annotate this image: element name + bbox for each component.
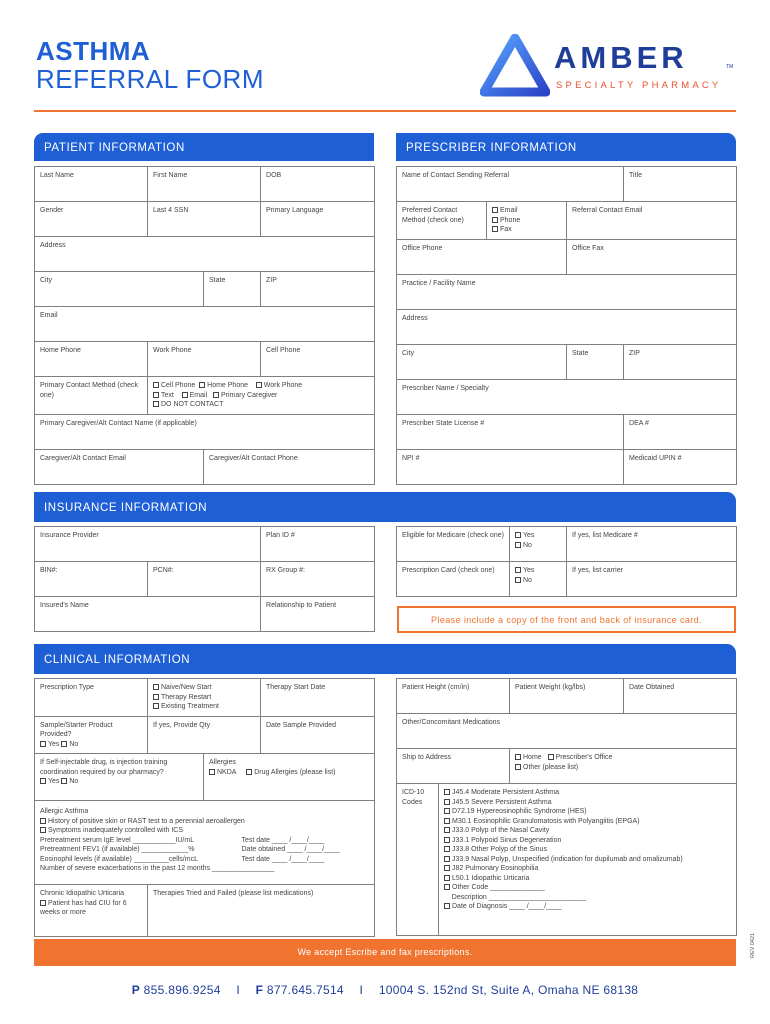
ship-home-checkbox[interactable] bbox=[515, 754, 521, 760]
email-field[interactable]: Email bbox=[35, 307, 375, 342]
drug-allergies-checkbox[interactable] bbox=[246, 769, 252, 775]
amber-logo bbox=[480, 34, 734, 98]
ship-office-checkbox[interactable] bbox=[548, 754, 554, 760]
ics-checkbox[interactable] bbox=[40, 827, 46, 833]
prescriber-zip-field[interactable]: ZIP bbox=[624, 344, 737, 379]
medicare-label: Eligible for Medicare (check one) bbox=[397, 527, 510, 562]
work-phone-checkbox[interactable] bbox=[256, 382, 262, 388]
language-field[interactable]: Primary Language bbox=[261, 202, 375, 237]
relationship-field[interactable]: Relationship to Patient bbox=[261, 597, 375, 632]
ship-to-options: Home Prescriber's Office Other (please list) bbox=[510, 749, 737, 784]
dob-field[interactable]: DOB bbox=[261, 167, 375, 202]
patient-info-table bbox=[34, 166, 375, 485]
npi-field[interactable]: NPI # bbox=[397, 449, 624, 484]
height-field[interactable]: Patient Height (cm/in) bbox=[397, 679, 510, 714]
patient-info-header: PATIENT INFORMATION bbox=[34, 133, 374, 161]
office-phone-field[interactable]: Office Phone bbox=[397, 239, 567, 274]
gender-field[interactable]: Gender bbox=[35, 202, 148, 237]
icd-checkbox[interactable] bbox=[444, 808, 450, 814]
icd-checkbox[interactable] bbox=[444, 884, 450, 890]
prescriber-address-field[interactable]: Address bbox=[397, 309, 737, 344]
other-meds-field[interactable]: Other/Concomitant Medications bbox=[397, 714, 737, 749]
sample-qty-field[interactable]: If yes, Provide Qty bbox=[148, 716, 261, 754]
allergic-asthma-section: Allergic Asthma History of positive skin or RAST test to a perennial aeroallergen Symptoms inadequately controlled with ICS Pretreatment serum IgE level ___________IU/mL Test date ____ /____/____ Pretreatment FEV1 (if available) ____________% Date obtained ____ /____/____ Eosinophil levels (if available) _________cells/mcL Test date ____ /____/____ Number of severe exacerbations in the past 12 months ________________ bbox=[35, 801, 375, 885]
carrier-field[interactable]: If yes, list carrier bbox=[567, 562, 737, 597]
therapies-failed-field[interactable]: Therapies Tried and Failed (please list medications) bbox=[148, 885, 375, 937]
skin-test-checkbox[interactable] bbox=[40, 818, 46, 824]
form-title: ASTHMA bbox=[36, 36, 151, 66]
form-subtitle: REFERRAL FORM bbox=[36, 64, 264, 94]
prescriber-state-field[interactable]: State bbox=[567, 344, 624, 379]
rx-type-options: Naive/New Start Therapy Restart Existing Treatment bbox=[148, 679, 261, 717]
date-obtained-field[interactable]: Date Obtained bbox=[624, 679, 737, 714]
icd-checkbox[interactable] bbox=[444, 799, 450, 805]
plan-id-field[interactable]: Plan ID # bbox=[261, 527, 375, 562]
contact-method-label: Primary Contact Method (check one) bbox=[35, 377, 148, 415]
existing-checkbox[interactable] bbox=[153, 703, 159, 709]
icd-checkbox[interactable] bbox=[444, 827, 450, 833]
medicare-yes-checkbox[interactable] bbox=[515, 532, 521, 538]
last-name-field[interactable]: Last Name bbox=[35, 167, 148, 202]
sample-no-checkbox[interactable] bbox=[61, 741, 67, 747]
caregiver-checkbox[interactable] bbox=[213, 392, 219, 398]
medicaid-field[interactable]: Medicaid UPIN # bbox=[624, 449, 737, 484]
footer-contact: P 855.896.9254 I F 877.645.7514 I 10004 S. 152nd St, Suite A, Omaha NE 68138 bbox=[131, 983, 639, 997]
medicare-no-checkbox[interactable] bbox=[515, 542, 521, 548]
rx-group-field[interactable]: RX Group #: bbox=[261, 562, 375, 597]
contact-name-field[interactable]: Name of Contact Sending Referral bbox=[397, 167, 624, 202]
office-fax-field[interactable]: Office Fax bbox=[567, 239, 737, 274]
insurance-provider-field[interactable]: Insurance Provider bbox=[35, 527, 261, 562]
trademark: TM bbox=[726, 64, 734, 70]
pcn-field[interactable]: PCN#: bbox=[148, 562, 261, 597]
pref-phone-checkbox[interactable] bbox=[492, 217, 498, 223]
footer-address: 10004 S. 152nd St, Suite A, Omaha NE 68138 bbox=[378, 983, 639, 997]
clinical-info-header: CLINICAL INFORMATION bbox=[34, 644, 736, 674]
prescriber-name-field[interactable]: Prescriber Name / Specialty bbox=[397, 379, 737, 414]
restart-checkbox[interactable] bbox=[153, 694, 159, 700]
clinical-table-right bbox=[396, 678, 737, 936]
sample-yes-checkbox[interactable] bbox=[40, 741, 46, 747]
city-field[interactable]: City bbox=[35, 272, 204, 307]
footer-fax: 877.645.7514 bbox=[266, 983, 344, 997]
prescriber-city-field[interactable]: City bbox=[397, 344, 567, 379]
ssn-field[interactable]: Last 4 SSN bbox=[148, 202, 261, 237]
icd-checkbox[interactable] bbox=[444, 903, 450, 909]
pref-fax-checkbox[interactable] bbox=[492, 226, 498, 232]
training-no-checkbox[interactable] bbox=[61, 778, 67, 784]
ship-to-label: Ship to Address bbox=[397, 749, 510, 784]
home-phone-checkbox[interactable] bbox=[199, 382, 205, 388]
revision-label: REV 0421 bbox=[750, 932, 756, 958]
rx-card-options: Yes No bbox=[510, 562, 567, 597]
contact-method-options: Cell Phone Home Phone Work Phone Text Email Primary Caregiver DO NOT CONTACT bbox=[148, 377, 375, 415]
practice-name-field[interactable]: Practice / Facility Name bbox=[397, 274, 737, 309]
text-checkbox[interactable] bbox=[153, 392, 159, 398]
ciu-checkbox[interactable] bbox=[40, 900, 46, 906]
icd-checkbox[interactable] bbox=[444, 789, 450, 795]
naive-checkbox[interactable] bbox=[153, 684, 159, 690]
allergies-field: Allergies NKDA Drug Allergies (please list) bbox=[204, 754, 375, 801]
title-field[interactable]: Title bbox=[624, 167, 737, 202]
insured-name-field[interactable]: Insured's Name bbox=[35, 597, 261, 632]
prescriber-info-header: PRESCRIBER INFORMATION bbox=[396, 133, 736, 161]
address-field[interactable]: Address bbox=[35, 237, 375, 272]
insurance-info-header: INSURANCE INFORMATION bbox=[34, 492, 736, 522]
header-divider bbox=[34, 110, 736, 112]
caregiver-email-field[interactable]: Caregiver/Alt Contact Email bbox=[35, 449, 204, 484]
preferred-method-label: Preferred Contact Method (check one) bbox=[397, 202, 487, 240]
insurance-table-left bbox=[34, 526, 375, 632]
ciu-field: Chronic Idiopathic Urticaria Patient has had CIU for 6 weeks or more bbox=[35, 885, 148, 937]
work-phone-field[interactable]: Work Phone bbox=[148, 342, 261, 377]
icd-checkbox[interactable] bbox=[444, 846, 450, 852]
email-checkbox[interactable] bbox=[182, 392, 188, 398]
cell-phone-field[interactable]: Cell Phone bbox=[261, 342, 375, 377]
icd-checkbox[interactable] bbox=[444, 865, 450, 871]
medicare-options: Yes No bbox=[510, 527, 567, 562]
sample-provided-field: Sample/Starter Product Provided? Yes No bbox=[35, 716, 148, 754]
home-phone-field[interactable]: Home Phone bbox=[35, 342, 148, 377]
ship-other-checkbox[interactable] bbox=[515, 764, 521, 770]
icd-checkbox[interactable] bbox=[444, 875, 450, 881]
weight-field[interactable]: Patient Weight (kg/lbs) bbox=[510, 679, 624, 714]
icd-checkbox[interactable] bbox=[444, 818, 450, 824]
brand-subtitle: SPECIALTY PHARMACY bbox=[556, 80, 722, 91]
do-not-contact-checkbox[interactable] bbox=[153, 401, 159, 407]
clinical-table-left bbox=[34, 678, 375, 937]
triangle-logo-icon bbox=[480, 34, 550, 100]
icd-checkbox[interactable] bbox=[444, 837, 450, 843]
icd-codes-list: J45.4 Moderate Persistent Asthma J45.5 Severe Persistent Asthma D72.19 Hypereosinophilic Syndrome (HES) M30.1 Eosinophilic Granulomatosis with Polyangiitis (EPGA) J33.0 Polyp of the Nasal Cavity J33.1 Polypoid Sinus Degeneration J33.8 Other Polyp of the Sinus J33.9 Nasal Polyp, Unspecified (indication for dupilumab and omalizumab) J82 Pulmonary Eosinophilia L50.1 Idiopathic Urticaria Other Code ______________ Description _________________________ Date of Diagnosis ____ /____/____ bbox=[439, 784, 737, 936]
therapy-start-date-field[interactable]: Therapy Start Date bbox=[261, 679, 375, 717]
preferred-method-options: Email Phone Fax bbox=[487, 202, 567, 240]
rx-card-yes-checkbox[interactable] bbox=[515, 567, 521, 573]
rx-type-label: Prescription Type bbox=[35, 679, 148, 717]
bin-field[interactable]: BIN#: bbox=[35, 562, 148, 597]
license-field[interactable]: Prescriber State License # bbox=[397, 414, 624, 449]
caregiver-name-field[interactable]: Primary Caregiver/Alt Contact Name (if applicable) bbox=[35, 414, 375, 449]
rx-card-no-checkbox[interactable] bbox=[515, 577, 521, 583]
sample-date-field[interactable]: Date Sample Provided bbox=[261, 716, 375, 754]
dea-field[interactable]: DEA # bbox=[624, 414, 737, 449]
footer-phone[interactable]: 855.896.9254 bbox=[143, 983, 221, 997]
cell-phone-checkbox[interactable] bbox=[153, 382, 159, 388]
zip-field[interactable]: ZIP bbox=[261, 272, 375, 307]
rx-card-label: Prescription Card (check one) bbox=[397, 562, 510, 597]
icd-checkbox[interactable] bbox=[444, 856, 450, 862]
referral-email-field[interactable]: Referral Contact Email bbox=[567, 202, 737, 240]
first-name-field[interactable]: First Name bbox=[148, 167, 261, 202]
nkda-checkbox[interactable] bbox=[209, 769, 215, 775]
medicare-number-field[interactable]: If yes, list Medicare # bbox=[567, 527, 737, 562]
injection-training-field: If Self-injectable drug, is injection training coordination required by our pharmacy? Yes No bbox=[35, 754, 204, 801]
insurance-card-note: Please include a copy of the front and back of insurance card. bbox=[397, 606, 736, 633]
brand-name: AMBER bbox=[554, 40, 688, 75]
prescriber-info-table bbox=[396, 166, 737, 485]
insurance-table-right bbox=[396, 526, 737, 597]
caregiver-phone-field[interactable]: Caregiver/Alt Contact Phone bbox=[204, 449, 375, 484]
pref-email-checkbox[interactable] bbox=[492, 207, 498, 213]
training-yes-checkbox[interactable] bbox=[40, 778, 46, 784]
escribe-banner: We accept Escribe and fax prescriptions. bbox=[34, 939, 736, 966]
state-field[interactable]: State bbox=[204, 272, 261, 307]
icd-label: ICD-10 Codes bbox=[397, 784, 439, 936]
